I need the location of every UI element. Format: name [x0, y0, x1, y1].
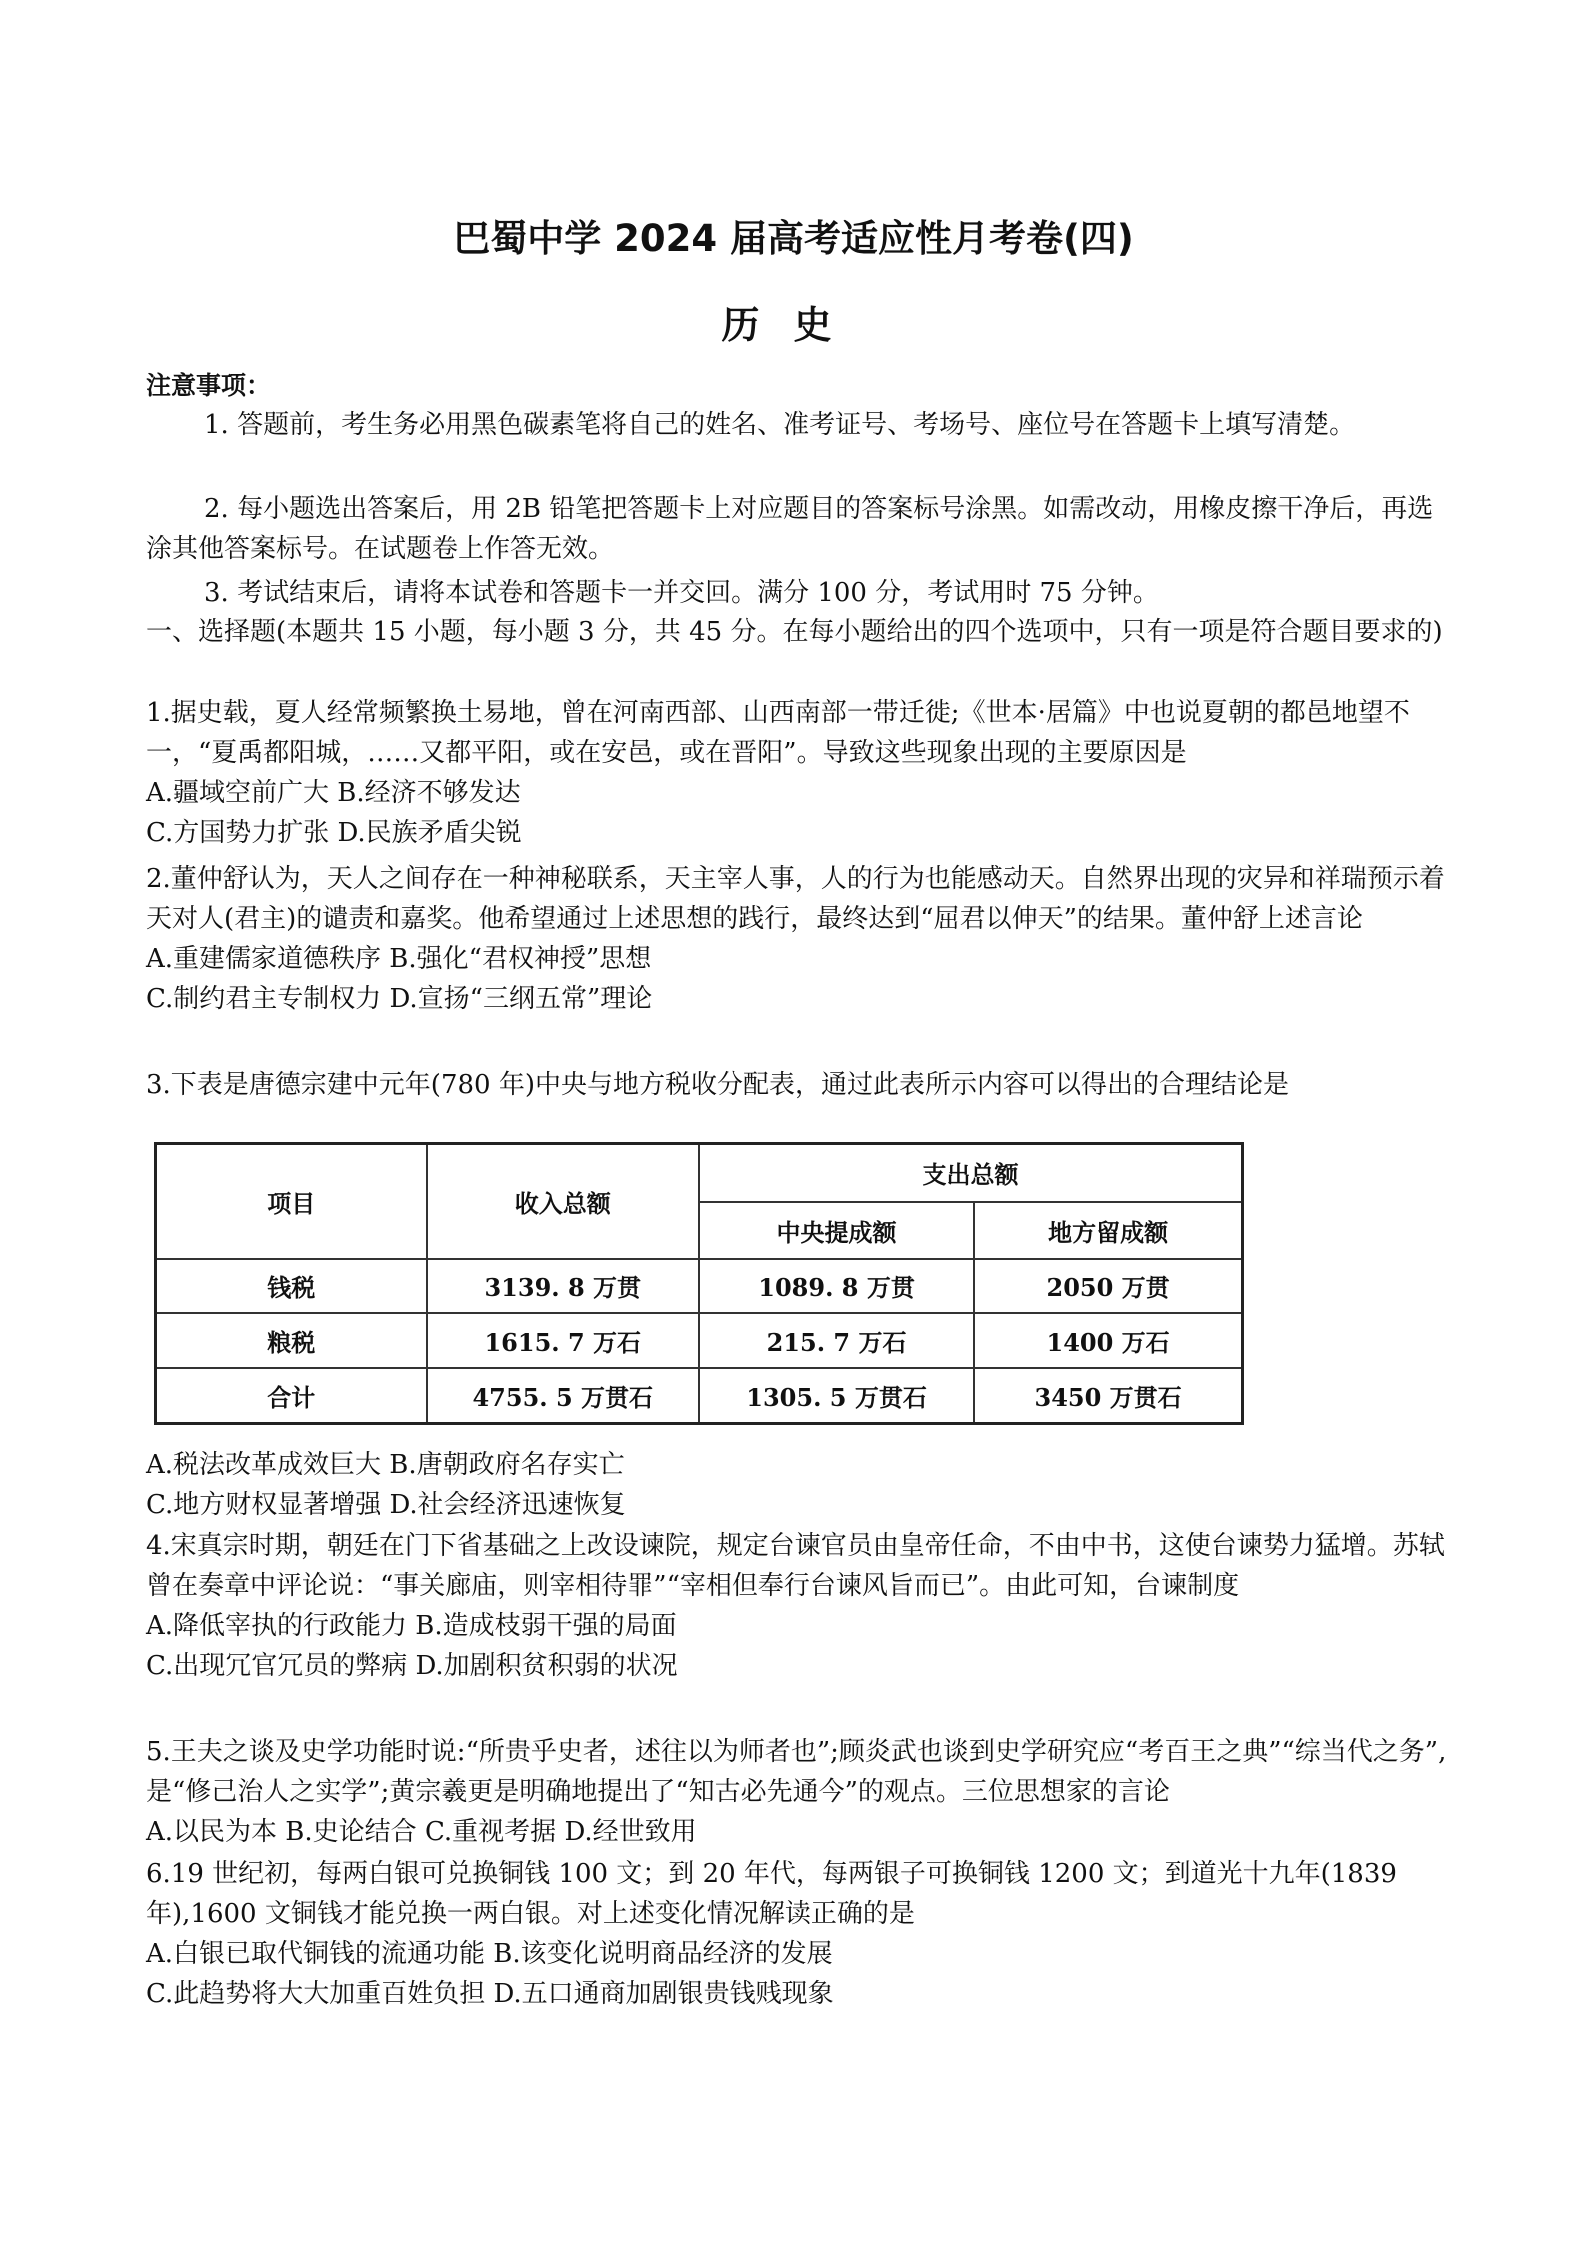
question-options: C.地方财权显著增强 D.社会经济迅速恢复: [146, 1490, 626, 1520]
header-item: 项目: [156, 1144, 427, 1259]
question-5: [146, 1732, 1456, 1852]
question-1: [146, 693, 1456, 853]
question-stem: 6.19 世纪初，每两白银可兑换铜钱 100 文；到 20 年代，每两银子可换铜钱 1200 文；到道光十九年(1839 年),1600 文铜钱才能兑换一两白银。对上述变化情况解读正确的是: [146, 1859, 1397, 1929]
table-row: [156, 1313, 1243, 1368]
question-options: A.税法改革成效巨大 B.唐朝政府名存实亡: [146, 1450, 625, 1480]
question-3: [146, 1065, 1456, 1105]
table-row: [156, 1368, 1243, 1423]
question-options: A.白银已取代铜钱的流通功能 B.该变化说明商品经济的发展: [146, 1939, 833, 1969]
header-expense: 支出总额: [699, 1144, 1243, 1202]
cell-local: 2050 万贯: [974, 1259, 1242, 1314]
question-6: [146, 1854, 1456, 2014]
header-local: 地方留成额: [974, 1202, 1242, 1259]
cell-local: 3450 万贯石: [974, 1368, 1242, 1423]
cell-income: 1615. 7 万石: [427, 1313, 699, 1368]
question-4: [146, 1526, 1456, 1686]
cell-central: 1089. 8 万贯: [699, 1259, 974, 1314]
question-stem: 4.宋真宗时期，朝廷在门下省基础之上改设谏院，规定台谏官员由皇帝任命，不由中书，这使台谏势力猛增。苏轼曾在奏章中评论说：“事关廊庙，则宰相待罪”“宰相但奉行台谏风旨而已”。由此可知，台谏制度: [146, 1531, 1445, 1601]
question-stem: 2.董仲舒认为，天人之间存在一种神秘联系，天主宰人事，人的行为也能感动天。自然界出现的灾异和祥瑞预示着天对人(君主)的谴责和嘉奖。他希望通过上述思想的践行，最终达到“屈君以伸天”的结果。董仲舒上述言论: [146, 864, 1445, 934]
question-options: C.制约君主专制权力 D.宣扬“三纲五常”理论: [146, 984, 653, 1014]
notice-heading: 注意事项：: [146, 371, 272, 400]
table-row: [156, 1259, 1243, 1314]
exam-title: 巴蜀中学 2024 届高考适应性月考卷(四): [453, 217, 1134, 260]
section-heading: 一、选择题(本题共 15 小题，每小题 3 分，共 45 分。在每小题给出的四个选项中，只有一项是符合题目要求的): [146, 617, 1443, 647]
header-central: 中央提成额: [699, 1202, 974, 1259]
notice-item-3: 3. 考试结束后，请将本试卷和答题卡一并交回。满分 100 分，考试用时 75 分钟。: [204, 578, 1159, 608]
question-options: A.重建儒家道德秩序 B.强化“君权神授”思想: [146, 944, 652, 974]
cell-item: 钱税: [156, 1259, 427, 1314]
question-options: C.出现冗官冗员的弊病 D.加剧积贫积弱的状况: [146, 1651, 678, 1681]
question-options: A.降低宰执的行政能力 B.造成枝弱干强的局面: [146, 1611, 677, 1641]
cell-central: 1305. 5 万贯石: [699, 1368, 974, 1423]
question-stem: 1.据史载，夏人经常频繁换土易地，曾在河南西部、山西南部一带迁徙;《世本·居篇》中也说夏朝的都邑地望不一，“夏禹都阳城，……又都平阳，或在安邑，或在晋阳”。导致这些现象出现的主要原因是: [146, 698, 1410, 768]
notice-item-1: 1. 答题前，考生务必用黑色碳素笔将自己的姓名、准考证号、考场号、座位号在答题卡上填写清楚。: [204, 410, 1356, 440]
question-3-options: [146, 1445, 1456, 1525]
tax-distribution-table: [154, 1142, 1244, 1425]
cell-income: 3139. 8 万贯: [427, 1259, 699, 1314]
cell-local: 1400 万石: [974, 1313, 1242, 1368]
question-options: A.以民为本 B.史论结合 C.重视考据 D.经世致用: [146, 1817, 697, 1847]
notice-item-2: 2. 每小题选出答案后，用 2B 铅笔把答题卡上对应题目的答案标号涂黑。如需改动，用橡皮擦干净后，再选涂其他答案标号。在试题卷上作答无效。: [146, 494, 1434, 564]
cell-income: 4755. 5 万贯石: [427, 1368, 699, 1423]
question-2: [146, 859, 1456, 1019]
header-income: 收入总额: [427, 1144, 699, 1259]
subject-title: 历史: [721, 303, 866, 347]
question-stem: 5.王夫之谈及史学功能时说:“所贵乎史者，述往以为师者也”;顾炎武也谈到史学研究应“考百王之典”“综当代之务”,是“修己治人之实学”;黄宗羲更是明确地提出了“知古必先通今”的观点。三位思想家的言论: [146, 1737, 1447, 1807]
question-stem: 3.下表是唐德宗建中元年(780 年)中央与地方税收分配表，通过此表所示内容可以得出的合理结论是: [146, 1070, 1289, 1100]
question-options: C.此趋势将大大加重百姓负担 D.五口通商加剧银贵钱贱现象: [146, 1979, 834, 2009]
cell-central: 215. 7 万石: [699, 1313, 974, 1368]
cell-item: 合计: [156, 1368, 427, 1423]
question-options: C.方国势力扩张 D.民族矛盾尖锐: [146, 818, 522, 848]
question-options: A.疆域空前广大 B.经济不够发达: [146, 778, 521, 808]
cell-item: 粮税: [156, 1313, 427, 1368]
